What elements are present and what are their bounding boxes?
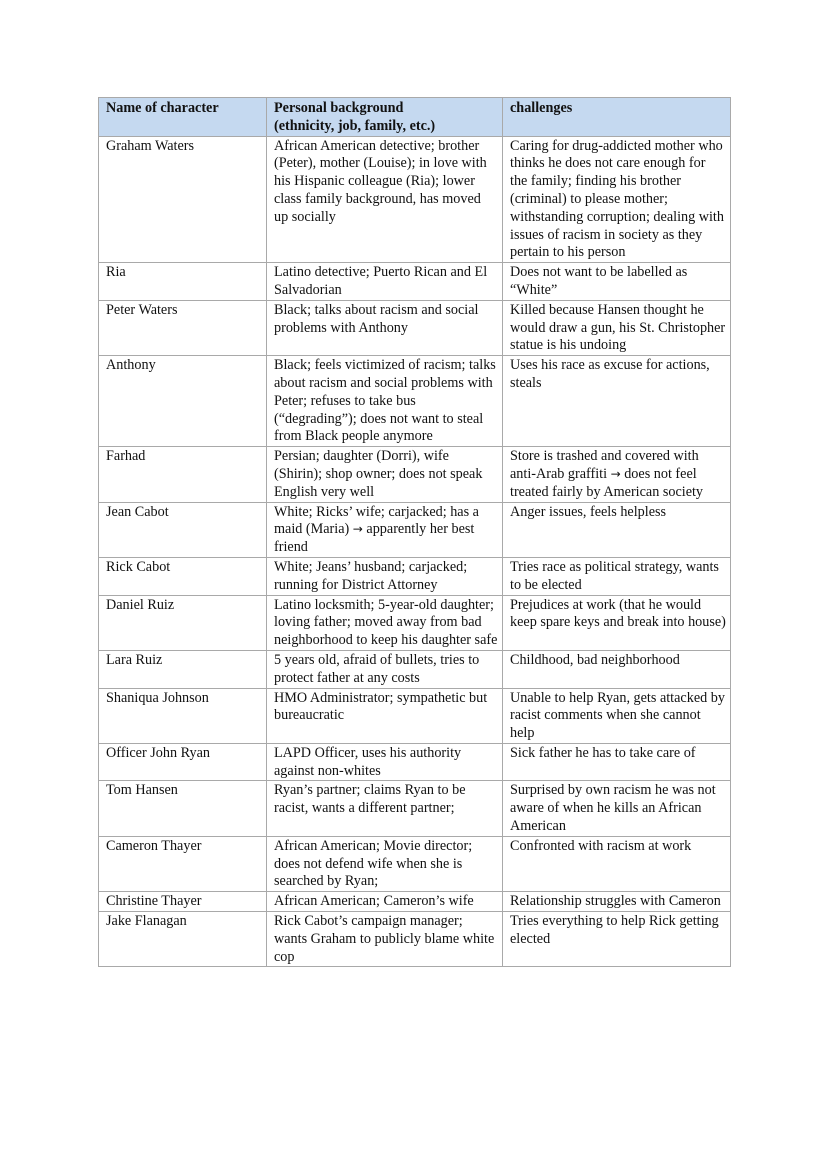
- cell-personal-background: Rick Cabot’s campaign manager; wants Graham to publicly blame white cop: [267, 912, 503, 967]
- cell-character-name: Farhad: [99, 447, 267, 502]
- cell-personal-background: Latino detective; Puerto Rican and El Salvadorian: [267, 263, 503, 301]
- header-name: Name of character: [99, 98, 267, 137]
- cell-personal-background: 5 years old, afraid of bullets, tries to protect father at any costs: [267, 650, 503, 688]
- cell-personal-background: HMO Administrator; sympathetic but bureaucratic: [267, 688, 503, 743]
- cell-challenges: Childhood, bad neighborhood: [503, 650, 731, 688]
- arrow-icon: →: [610, 466, 621, 481]
- cell-challenges: Confronted with racism at work: [503, 836, 731, 891]
- cell-personal-background: Black; talks about racism and social problems with Anthony: [267, 300, 503, 355]
- cell-personal-background: African American; Movie director; does not defend wife when she is searched by Ryan;: [267, 836, 503, 891]
- table-row: [99, 781, 731, 836]
- cell-personal-background: Persian; daughter (Dorri), wife (Shirin); shop owner; does not speak English very well: [267, 447, 503, 502]
- cell-personal-background: African American; Cameron’s wife: [267, 892, 503, 912]
- cell-challenges: Anger issues, feels helpless: [503, 502, 731, 557]
- cell-character-name: Christine Thayer: [99, 892, 267, 912]
- cell-character-name: Anthony: [99, 356, 267, 447]
- cell-personal-background: Black; feels victimized of racism; talks about racism and social problems with Peter; refuses to take bus (“degrading”); does not want to steal from Black people anymore: [267, 356, 503, 447]
- cell-character-name: Cameron Thayer: [99, 836, 267, 891]
- cell-character-name: Jake Flanagan: [99, 912, 267, 967]
- table-row: [99, 557, 731, 595]
- table-row: [99, 595, 731, 650]
- cell-challenges: Relationship struggles with Cameron: [503, 892, 731, 912]
- cell-personal-background: White; Ricks’ wife; carjacked; has a maid (Maria) → apparently her best friend: [267, 502, 503, 557]
- cell-challenges: Killed because Hansen thought he would draw a gun, his St. Christopher statue is his undoing: [503, 300, 731, 355]
- table-row: [99, 836, 731, 891]
- cell-challenges: Unable to help Ryan, gets attacked by racist comments when she cannot help: [503, 688, 731, 743]
- arrow-icon: →: [352, 522, 363, 537]
- cell-challenges: Does not want to be labelled as “White”: [503, 263, 731, 301]
- header-challenges: challenges: [503, 98, 731, 137]
- cell-challenges: Tries everything to help Rick getting elected: [503, 912, 731, 967]
- header-background-title: Personal background: [274, 100, 404, 116]
- cell-character-name: Lara Ruiz: [99, 650, 267, 688]
- cell-challenges: Surprised by own racism he was not aware of when he kills an African American: [503, 781, 731, 836]
- cell-character-name: Officer John Ryan: [99, 743, 267, 781]
- cell-personal-background: LAPD Officer, uses his authority against non-whites: [267, 743, 503, 781]
- table-row: [99, 263, 731, 301]
- table-row: [99, 136, 731, 263]
- table-row: [99, 912, 731, 967]
- table-row: [99, 356, 731, 447]
- table-row: [99, 447, 731, 502]
- table-row: [99, 300, 731, 355]
- cell-character-name: Rick Cabot: [99, 557, 267, 595]
- cell-personal-background: Latino locksmith; 5-year-old daughter; loving father; moved away from bad neighborhood to keep his daughter safe: [267, 595, 503, 650]
- cell-character-name: Ria: [99, 263, 267, 301]
- header-background-subtitle: (ethnicity, job, family, etc.): [274, 117, 436, 134]
- table-row: [99, 502, 731, 557]
- cell-character-name: Tom Hansen: [99, 781, 267, 836]
- table-row: [99, 892, 731, 912]
- cell-personal-background: White; Jeans’ husband; carjacked; running for District Attorney: [267, 557, 503, 595]
- cell-character-name: Daniel Ruiz: [99, 595, 267, 650]
- cell-challenges: Prejudices at work (that he would keep spare keys and break into house): [503, 595, 731, 650]
- character-table: [98, 97, 731, 967]
- cell-personal-background: Ryan’s partner; claims Ryan to be racist, wants a different partner;: [267, 781, 503, 836]
- cell-challenges: Tries race as political strategy, wants to be elected: [503, 557, 731, 595]
- cell-personal-background: African American detective; brother (Peter), mother (Louise); in love with his Hispanic colleague (Ria); lower class family background, has moved up socially: [267, 136, 503, 263]
- cell-challenges: Sick father he has to take care of: [503, 743, 731, 781]
- table-header-row: [99, 98, 731, 137]
- cell-challenges: Caring for drug-addicted mother who thinks he does not care enough for the family; finding his brother (criminal) to please mother; withstanding corruption; dealing with issues of racism in society as they pertain to his person: [503, 136, 731, 263]
- table-row: [99, 650, 731, 688]
- cell-character-name: Peter Waters: [99, 300, 267, 355]
- cell-challenges: Uses his race as excuse for actions, steals: [503, 356, 731, 447]
- cell-character-name: Graham Waters: [99, 136, 267, 263]
- header-background: [267, 98, 503, 137]
- cell-character-name: Jean Cabot: [99, 502, 267, 557]
- cell-challenges: Store is trashed and covered with anti-Arab graffiti → does not feel treated fairly by American society: [503, 447, 731, 502]
- table-row: [99, 688, 731, 743]
- table-row: [99, 743, 731, 781]
- cell-character-name: Shaniqua Johnson: [99, 688, 267, 743]
